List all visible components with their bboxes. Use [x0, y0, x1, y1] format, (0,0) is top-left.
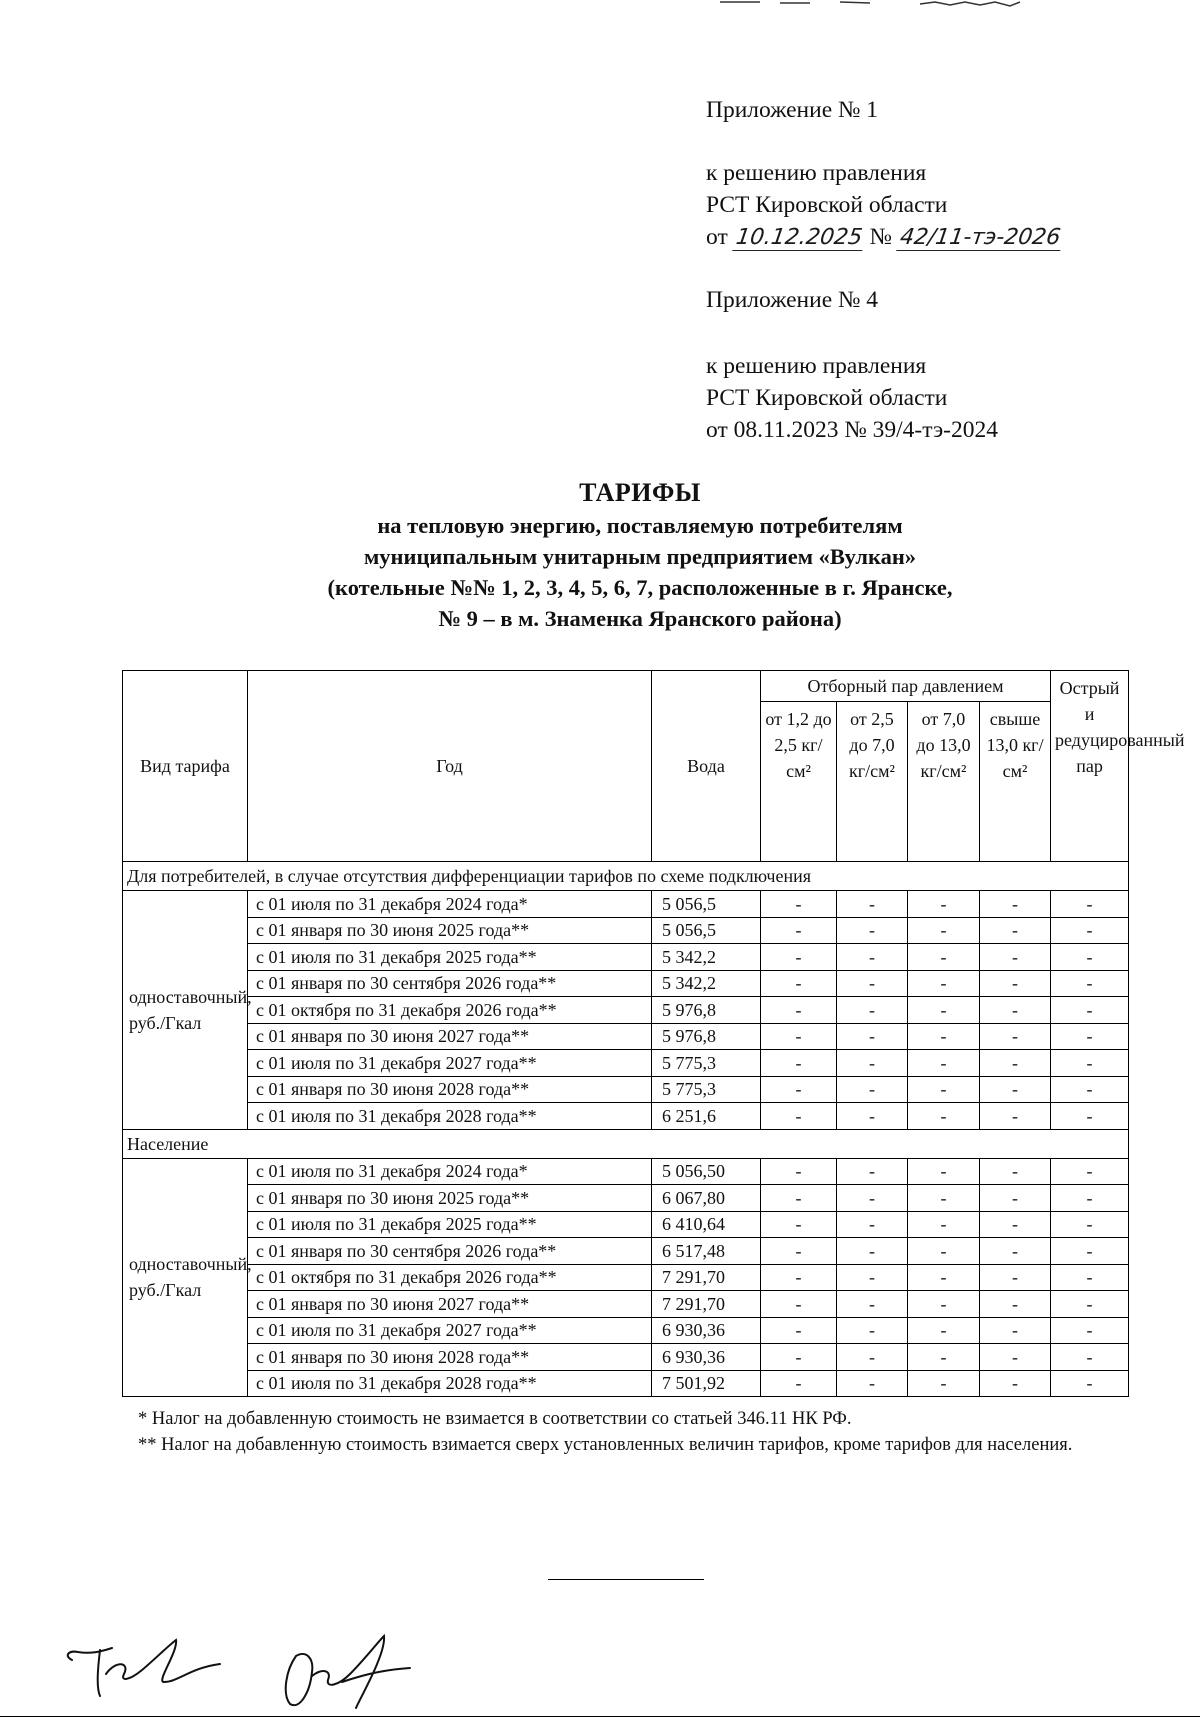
- steam-tariff-cell: -: [837, 1238, 908, 1265]
- water-tariff-cell: 7 291,70: [652, 1291, 761, 1318]
- steam-tariff-cell: -: [980, 1291, 1051, 1318]
- table-row: [123, 1370, 1129, 1397]
- steam-tariff-cell: -: [908, 891, 980, 918]
- steam-tariff-cell: -: [908, 1185, 980, 1212]
- table-row: [123, 1211, 1129, 1238]
- steam-tariff-cell: -: [980, 891, 1051, 918]
- period-cell: с 01 января по 30 июня 2025 года**: [248, 1185, 652, 1212]
- period-cell: с 01 января по 30 сентября 2026 года**: [248, 1238, 652, 1265]
- steam-tariff-cell: -: [980, 1211, 1051, 1238]
- steam-tariff-cell: -: [980, 944, 1051, 971]
- steam-tariff-cell: -: [980, 1264, 1051, 1291]
- steam-tariff-cell: -: [980, 1344, 1051, 1371]
- steam-tariff-cell: -: [761, 1264, 837, 1291]
- scan-artifact: [720, 0, 1120, 12]
- document-title: [140, 476, 1140, 634]
- steam-tariff-cell: -: [980, 1158, 1051, 1185]
- period-cell: с 01 января по 30 июня 2028 года**: [248, 1076, 652, 1103]
- steam-tariff-cell: -: [837, 1103, 908, 1130]
- steam-tariff-cell: -: [908, 1370, 980, 1397]
- steam-tariff-cell: -: [1051, 1076, 1129, 1103]
- water-tariff-cell: 5 976,8: [652, 997, 761, 1024]
- table-row: [123, 1238, 1129, 1265]
- water-tariff-cell: 5 056,50: [652, 1158, 761, 1185]
- header-water: Вода: [652, 671, 761, 862]
- steam-tariff-cell: -: [837, 1344, 908, 1371]
- steam-tariff-cell: -: [908, 944, 980, 971]
- steam-tariff-cell: -: [908, 1317, 980, 1344]
- steam-tariff-cell: -: [837, 1370, 908, 1397]
- period-cell: с 01 января по 30 сентября 2026 года**: [248, 970, 652, 997]
- period-cell: с 01 января по 30 июня 2027 года**: [248, 1023, 652, 1050]
- table-row: [123, 1103, 1129, 1130]
- appendix1-line1: к решению правления: [706, 160, 927, 186]
- table-row: [123, 1185, 1129, 1212]
- period-cell: с 01 января по 30 июня 2027 года**: [248, 1291, 652, 1318]
- header-tariff-type: Вид тарифа: [123, 671, 248, 862]
- period-cell: с 01 июля по 31 декабря 2028 года**: [248, 1370, 652, 1397]
- table-row: [123, 1050, 1129, 1077]
- steam-tariff-cell: -: [837, 997, 908, 1024]
- period-cell: с 01 января по 30 июня 2028 года**: [248, 1344, 652, 1371]
- steam-tariff-cell: -: [761, 1050, 837, 1077]
- title-line3: (котельные №№ 1, 2, 3, 4, 5, 6, 7, расположенные в г. Яранске,: [327, 575, 953, 600]
- steam-tariff-cell: -: [761, 1185, 837, 1212]
- table-row: [123, 944, 1129, 971]
- steam-tariff-cell: -: [908, 1103, 980, 1130]
- steam-tariff-cell: -: [980, 1317, 1051, 1344]
- steam-tariff-cell: -: [837, 1211, 908, 1238]
- steam-tariff-cell: -: [1051, 1050, 1129, 1077]
- tariff-type-cell: одноставочный, руб./Гкал: [123, 1158, 248, 1397]
- steam-tariff-cell: -: [980, 1370, 1051, 1397]
- tariff-table-body: [123, 862, 1129, 1397]
- water-tariff-cell: 5 976,8: [652, 1023, 761, 1050]
- appendix4-title: Приложение № 4: [706, 287, 879, 313]
- separator-line: [548, 1579, 704, 1580]
- appendix4-line1: к решению правления: [706, 353, 927, 379]
- header-pressure-3: от 7,0 до 13,0 кг/см²: [908, 702, 980, 862]
- table-row: [123, 891, 1129, 918]
- steam-tariff-cell: -: [761, 1158, 837, 1185]
- steam-tariff-cell: -: [980, 1238, 1051, 1265]
- water-tariff-cell: 7 501,92: [652, 1370, 761, 1397]
- period-cell: с 01 июля по 31 декабря 2024 года*: [248, 891, 652, 918]
- period-cell: с 01 октября по 31 декабря 2026 года**: [248, 997, 652, 1024]
- table-row: [123, 997, 1129, 1024]
- steam-tariff-cell: -: [980, 1076, 1051, 1103]
- period-cell: с 01 июля по 31 декабря 2025 года**: [248, 944, 652, 971]
- steam-tariff-cell: -: [761, 1370, 837, 1397]
- steam-tariff-cell: -: [908, 1211, 980, 1238]
- steam-tariff-cell: -: [837, 1158, 908, 1185]
- tariff-table: [122, 670, 1185, 1397]
- appendix4-line2: РСТ Кировской области: [706, 385, 948, 411]
- steam-tariff-cell: -: [1051, 1158, 1129, 1185]
- steam-tariff-cell: -: [1051, 891, 1129, 918]
- steam-tariff-cell: -: [908, 970, 980, 997]
- section-title: Для потребителей, в случае отсутствия дифференциации тарифов по схеме подключения: [123, 862, 1129, 891]
- steam-tariff-cell: -: [837, 970, 908, 997]
- steam-tariff-cell: -: [761, 1211, 837, 1238]
- handwritten-signature: [60, 1612, 440, 1712]
- steam-tariff-cell: -: [761, 1238, 837, 1265]
- period-cell: с 01 января по 30 июня 2025 года**: [248, 917, 652, 944]
- header-steam-group: Отборный пар давлением: [761, 671, 1051, 702]
- appendix1-number-label: №: [869, 224, 892, 250]
- page-bottom-edge: [0, 1716, 1200, 1717]
- steam-tariff-cell: -: [761, 970, 837, 997]
- table-row: [123, 1317, 1129, 1344]
- water-tariff-cell: 6 410,64: [652, 1211, 761, 1238]
- steam-tariff-cell: -: [761, 891, 837, 918]
- steam-tariff-cell: -: [1051, 1023, 1129, 1050]
- steam-tariff-cell: -: [1051, 1103, 1129, 1130]
- steam-tariff-cell: -: [1051, 1211, 1129, 1238]
- water-tariff-cell: 6 930,36: [652, 1344, 761, 1371]
- steam-tariff-cell: -: [908, 1238, 980, 1265]
- steam-tariff-cell: -: [837, 1317, 908, 1344]
- steam-tariff-cell: -: [908, 917, 980, 944]
- steam-tariff-cell: -: [1051, 1238, 1129, 1265]
- appendix1-from-label: от: [706, 224, 728, 250]
- steam-tariff-cell: -: [837, 917, 908, 944]
- steam-tariff-cell: -: [980, 1050, 1051, 1077]
- table-row: [123, 970, 1129, 997]
- footnote-1: * Налог на добавленную стоимость не взимается в соответствии со статьей 346.11 НК РФ.: [138, 1409, 852, 1429]
- steam-tariff-cell: -: [1051, 1264, 1129, 1291]
- appendix1-line2: РСТ Кировской области: [706, 192, 948, 218]
- footnote-2: ** Налог на добавленную стоимость взимается сверх установленных величин тарифов, кроме тарифов для населения.: [138, 1435, 1073, 1455]
- steam-tariff-cell: -: [1051, 1370, 1129, 1397]
- table-row: [123, 1023, 1129, 1050]
- steam-tariff-cell: -: [908, 1291, 980, 1318]
- section-title: Население: [123, 1129, 1129, 1158]
- header-sharp-steam: Острый и редуцированный пар: [1051, 671, 1129, 862]
- steam-tariff-cell: -: [837, 1264, 908, 1291]
- water-tariff-cell: 5 342,2: [652, 944, 761, 971]
- table-row: [123, 1344, 1129, 1371]
- appendix1-decision-line: [706, 221, 1062, 253]
- steam-tariff-cell: -: [908, 1076, 980, 1103]
- title-line2: муниципальным унитарным предприятием «Вулкан»: [363, 544, 917, 569]
- steam-tariff-cell: -: [761, 1023, 837, 1050]
- period-cell: с 01 июля по 31 декабря 2028 года**: [248, 1103, 652, 1130]
- water-tariff-cell: 6 930,36: [652, 1317, 761, 1344]
- steam-tariff-cell: -: [761, 917, 837, 944]
- steam-tariff-cell: -: [761, 997, 837, 1024]
- period-cell: с 01 июля по 31 декабря 2027 года**: [248, 1317, 652, 1344]
- tariff-type-cell: одноставочный, руб./Гкал: [123, 891, 248, 1130]
- steam-tariff-cell: -: [908, 997, 980, 1024]
- steam-tariff-cell: -: [837, 1050, 908, 1077]
- water-tariff-cell: 6 067,80: [652, 1185, 761, 1212]
- steam-tariff-cell: -: [761, 1076, 837, 1103]
- steam-tariff-cell: -: [1051, 1185, 1129, 1212]
- steam-tariff-cell: -: [1051, 970, 1129, 997]
- handwritten-number: 42/11-тэ-2026: [896, 226, 1064, 251]
- period-cell: с 01 июля по 31 декабря 2024 года*: [248, 1158, 652, 1185]
- water-tariff-cell: 5 775,3: [652, 1076, 761, 1103]
- steam-tariff-cell: -: [837, 1076, 908, 1103]
- steam-tariff-cell: -: [980, 1023, 1051, 1050]
- appendix4-line3: от 08.11.2023 № 39/4-тэ-2024: [706, 417, 999, 443]
- title-main: ТАРИФЫ: [579, 478, 701, 507]
- table-row: [123, 1291, 1129, 1318]
- section-row: [123, 862, 1129, 891]
- title-line1: на тепловую энергию, поставляемую потребителям: [377, 513, 903, 538]
- steam-tariff-cell: -: [1051, 917, 1129, 944]
- steam-tariff-cell: -: [1051, 1317, 1129, 1344]
- steam-tariff-cell: -: [1051, 944, 1129, 971]
- water-tariff-cell: 5 056,5: [652, 891, 761, 918]
- water-tariff-cell: 5 342,2: [652, 970, 761, 997]
- steam-tariff-cell: -: [837, 1023, 908, 1050]
- header-pressure-4: свыше 13,0 кг/см²: [980, 702, 1051, 862]
- period-cell: с 01 октября по 31 декабря 2026 года**: [248, 1264, 652, 1291]
- water-tariff-cell: 5 775,3: [652, 1050, 761, 1077]
- appendix1-title: Приложение № 1: [706, 97, 879, 123]
- steam-tariff-cell: -: [908, 1344, 980, 1371]
- water-tariff-cell: 6 251,6: [652, 1103, 761, 1130]
- table-row: [123, 917, 1129, 944]
- steam-tariff-cell: -: [980, 997, 1051, 1024]
- period-cell: с 01 июля по 31 декабря 2025 года**: [248, 1211, 652, 1238]
- table-row: [123, 1158, 1129, 1185]
- table-row: [123, 1076, 1129, 1103]
- steam-tariff-cell: -: [1051, 997, 1129, 1024]
- water-tariff-cell: 5 056,5: [652, 917, 761, 944]
- header-pressure-2: от 2,5 до 7,0 кг/см²: [837, 702, 908, 862]
- steam-tariff-cell: -: [908, 1050, 980, 1077]
- steam-tariff-cell: -: [980, 1185, 1051, 1212]
- steam-tariff-cell: -: [761, 1344, 837, 1371]
- steam-tariff-cell: -: [761, 1291, 837, 1318]
- steam-tariff-cell: -: [837, 1291, 908, 1318]
- header-year: Год: [248, 671, 652, 862]
- steam-tariff-cell: -: [837, 1185, 908, 1212]
- steam-tariff-cell: -: [761, 1317, 837, 1344]
- steam-tariff-cell: -: [908, 1264, 980, 1291]
- steam-tariff-cell: -: [980, 970, 1051, 997]
- water-tariff-cell: 6 517,48: [652, 1238, 761, 1265]
- steam-tariff-cell: -: [837, 891, 908, 918]
- steam-tariff-cell: -: [980, 1103, 1051, 1130]
- steam-tariff-cell: -: [908, 1023, 980, 1050]
- steam-tariff-cell: -: [837, 944, 908, 971]
- steam-tariff-cell: -: [980, 917, 1051, 944]
- steam-tariff-cell: -: [1051, 1291, 1129, 1318]
- water-tariff-cell: 7 291,70: [652, 1264, 761, 1291]
- steam-tariff-cell: -: [908, 1158, 980, 1185]
- table-row: [123, 1264, 1129, 1291]
- handwritten-date: 10.12.2025: [732, 226, 865, 251]
- steam-tariff-cell: -: [761, 1103, 837, 1130]
- steam-tariff-cell: -: [761, 944, 837, 971]
- steam-tariff-cell: -: [1051, 1344, 1129, 1371]
- period-cell: с 01 июля по 31 декабря 2027 года**: [248, 1050, 652, 1077]
- title-line4: № 9 – в м. Знаменка Яранского района): [438, 606, 842, 631]
- header-pressure-1: от 1,2 до 2,5 кг/см²: [761, 702, 837, 862]
- section-row: [123, 1129, 1129, 1158]
